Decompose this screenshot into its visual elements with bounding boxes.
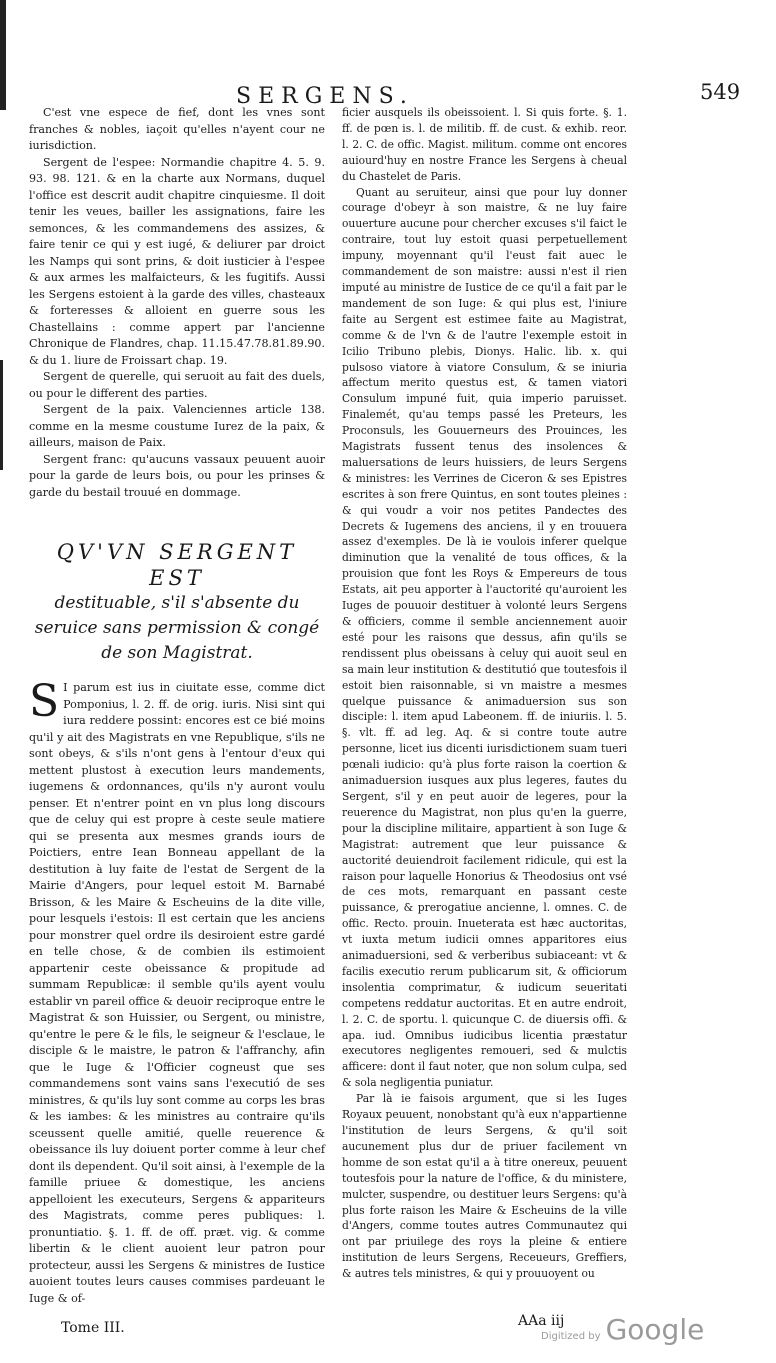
paragraph-sergent-franc: Sergent franc: qu'aucuns vassaux peuuent auoir pour la garde de leurs bois, ou pour les prinses & garde du bestail trouué en dommage. — [29, 452, 325, 499]
paragraph-continuation: ficier ausquels ils obeissoient. l. Si quis forte. §. 1. ff. de pœn is. l. de militib. ff. de cust. & exhib. reor. l. 2. C. de offic. Magist. militum. comme ont encores auiourd'huy en nostre France les Sergens à cheual du Chastelet de Paris. — [342, 106, 627, 183]
right-column — [342, 105, 627, 1282]
paragraph-opening — [29, 676, 325, 1307]
digitized-watermark — [541, 1313, 704, 1346]
left-column — [29, 105, 325, 1307]
paragraph-sergent-querelle: Sergent de querelle, qui seruoit au fait des duels, ou pour le different des parties. — [29, 370, 325, 400]
watermark-brand: Google — [605, 1313, 705, 1346]
volume-label: Tome III. — [61, 1320, 125, 1336]
page-number: 549 — [700, 80, 741, 104]
section-heading-line2: destituable, s'il s'absente du seruice sans permission & congé de son Magistrat. — [34, 593, 320, 663]
section-heading-line1: QV'VN SERGENT EST — [56, 540, 298, 590]
binding-mark — [0, 360, 3, 470]
paragraph-sergent-paix: Sergent de la paix. Valenciennes article 138. comme en la mesme coustume Iurez de la paix, & ailleurs, maison de Paix. — [29, 403, 325, 449]
drop-cap: S — [29, 676, 60, 727]
signature-mark: AAa iij — [518, 1313, 565, 1329]
paragraph-argument: Par là ie faisois argument, que si les Iuges Royaux peuuent, nonobstant qu'à eux n'appartienne l'institution de leurs Sergens, & qu'il soit aucunement plus dur de priuer facilement vn homme de son estat qu'il a à titre onereux, peuuent toutesfois pour la nature de l'office, & du ministere, mulcter, suspendre, ou destituer leurs Sergens: qu'à plus forte raison les Maire & Escheuins de la ville d'Angers, comme toutes autres Communautez qui ont par priuilege des roys la pleine & entiere institution de leurs Sergens, Receueurs, Greffiers, & autres tels ministres, & qui y prouuoyent ou — [342, 1092, 627, 1281]
binding-mark — [0, 0, 6, 110]
running-head: SERGENS. — [236, 84, 414, 109]
section-heading — [29, 539, 325, 666]
paragraph-sergent-espee: Sergent de l'espee: Normandie chapitre 4. 5. 9. 93. 98. 121. & en la charte aux Normans, duquel l'office est descrit audit chapitre cinquiesme. Il doit tenir les veues, bailler les assignations, faire les semonces, & les commandemens des assizes, & faire tenir ce qui y est iugé, & deliurer par droict les Namps qui sont prins, & doit iusticier à l'espee & aux armes les malfaicteurs, & les fugitifs. Aussi les Sergens estoient à la garde des villes, chasteaux & forteresses & alloient en guerre sous les Chastellains : comme appert par l'ancienne Chronique de Flandres, chap. 11.15.47.78.81.89.90. & du 1. liure de Froissart chap. 19. — [29, 155, 325, 367]
paragraph-seruiteur: Quant au seruiteur, ainsi que pour luy donner courage d'obeyr à son maistre, & ne luy faire ouuerture aucune pour chercher excuses s'il faict le contraire, tout luy estoit quasi perpetuellement impuny, moyennant qu'il l'eust fait auec le commandement de son maistre: aussi n'est il rien imputé au ministre de Iustice de ce qu'il a fait par le mandement de son Iuge: & qui plus est, l'iniure faite au Sergent est estimee faite au Magistrat, comme & de l'vn & de l'autre l'exemple estoit in Icilio Tribuno plebis, Dionys. Halic. lib. x. qui pulsoso viatore à viatore Consulum, & se iniuria affectum merito questus est, & tamen viatori Consulum impuné fuit, quia imperio paruisset. Finalemét, qu'au temps passé les Preteurs, les Proconsuls, les Gouuerneurs des Prouinces, les Magistrats fussent tenus des insolences & maluersations de leurs huissiers, de leurs Sergens & ministres: les Verrines de Ciceron & ses Epistres escrites à son frere Quintus, en sont toutes pleines : & qui voudr a voir nos petites Pandectes des Decrets & Iugemens des anciens, il y en trouuera assez d'exemples. De là ie voulois inferer quelque diminution que la venalité de tous offices, & la prouision que font les Roys & Empereurs de tous Estats, ait peu apporter à l'auctorité qu'auroient les Iuges de pouuoir destituer à volonté leurs Sergens & officiers, comme il semble anciennement auoir esté pour les raisons que dessus, afin qu'ils se rendissent plus obeissans à celuy qui auoit seul en sa main leur institution & destitutió que toutesfois il estoit bien raisonnable, si vn maistre a mesmes quelque puissance & animaduersion sus son disciple: l. item apud Labeonem. ff. de iniuriis. l. 5. §. vlt. ff. ad leg. Aq. & si contre toute autre personne, licet ius dicenti iurisdictionem suam tueri pœnali iudicio: qu'à plus forte raison la coertion & animaduersion iusques aux plus legeres, fautes du Sergent, s'il y en peut auoir de legeres, pour la reuerence du Magistrat, non plus qu'en la guerre, pour la discipline militaire, appartient à son Iuge & Magistrat: autrement que leur puissance & auctorité deuiendroit facilement ridicule, qui est la raison pour laquelle Honorius & Theodosius ont vsé de ces mots, remarquant en passant ceste puissance, & prerogatiue ancienne, l. omnes. C. de offic. Recto. prouin. Inueterata est hæc auctoritas, vt iuxta metum iudicii omnes apparitores eius animaduersioni, sed & verberibus subiaceant: vt & facilis executio rerum publicarum sit, & officiorum insolentia comprimatur, & iudicum seueritati competens reddatur auctoritas. Et en autre endroit, l. 2. C. de sportu. l. quicunque C. de diuersis offi. & apa. iud. Omnibus iudicibus licentia præstatur executores negligentes remoueri, sed & mulctis afficere: dont il faut noter, que non solum culpa, sed & sola negligentia puniatur. — [342, 185, 627, 1090]
paragraph-opening-text: I parum est ius in ciuitate esse, comme dict Pomponius, l. 2. ff. de orig. iuris. Nisi sint qui iura reddere possint: encores est ce bié moins qu'il y ait des Magistrats en vne Republique, s'ils ne sont obeys, & s'ils n'ont gens à l'entour d'eux qui mettent plustost à execution leurs mandements, iugemens & ordonnances, qu'ils n'y auront voulu penser. Et n'entrer point en vn plus long discours que de celuy qui est propre à ceste seule matiere qui se presenta aux mesmes grands iours de Poictiers, entre Iean Bonneau appellant de la destitution à luy faite de l'estat de Sergent de la Mairie d'Angers, pour lequel estoit M. Barnabé Brisson, & les Maire & Escheuins de la dite ville, pour lesquels i'estois: Il est certain que les anciens pour monstrer quel ordre ils desiroient estre gardé en telle chose, & de combien ils estimoient appartenir ceste obeissance & propitude ad summam Republicæ: il semble qu'ils ayent voulu establir vn pareil office & deuoir reciproque entre le Magistrat & son Huissier, ou Sergent, ou ministre, qu'entre le pere & le fils, le seigneur & l'esclaue, le disciple & le maistre, le patron & l'affranchy, afin que le Iuge & l'Officier cogneust que ses commandemens sont vains sans l'executió de ses ministres, & qu'ils luy sont comme au corps les bras & les iambes: & les ministres au contraire qu'ils sceussent quelle amitié, quelle reuerence & obeissance ils luy doiuent porter comme à leur chef dont ils dependent. Qu'il soit ainsi, à l'exemple de la famille priuee & domestique, les anciens appelloient les executeurs, Sergens & appariteurs des Magistrats, comme peres publiques: l. pronuntiatio. §. 1. ff. de off. præt. vig. & comme libertin & le client auoient leur patron pour protecteur, aussi les Sergens & ministres de Iustice auoient toutes leurs causes commises pardeuant le Iuge & of- — [29, 681, 325, 1305]
paragraph-fief: C'est vne espece de fief, dont les vnes sont franches & nobles, iaçoit qu'elles n'ayent cour ne iurisdiction. — [29, 106, 325, 152]
watermark-small-text: Digitized by — [541, 1331, 601, 1342]
